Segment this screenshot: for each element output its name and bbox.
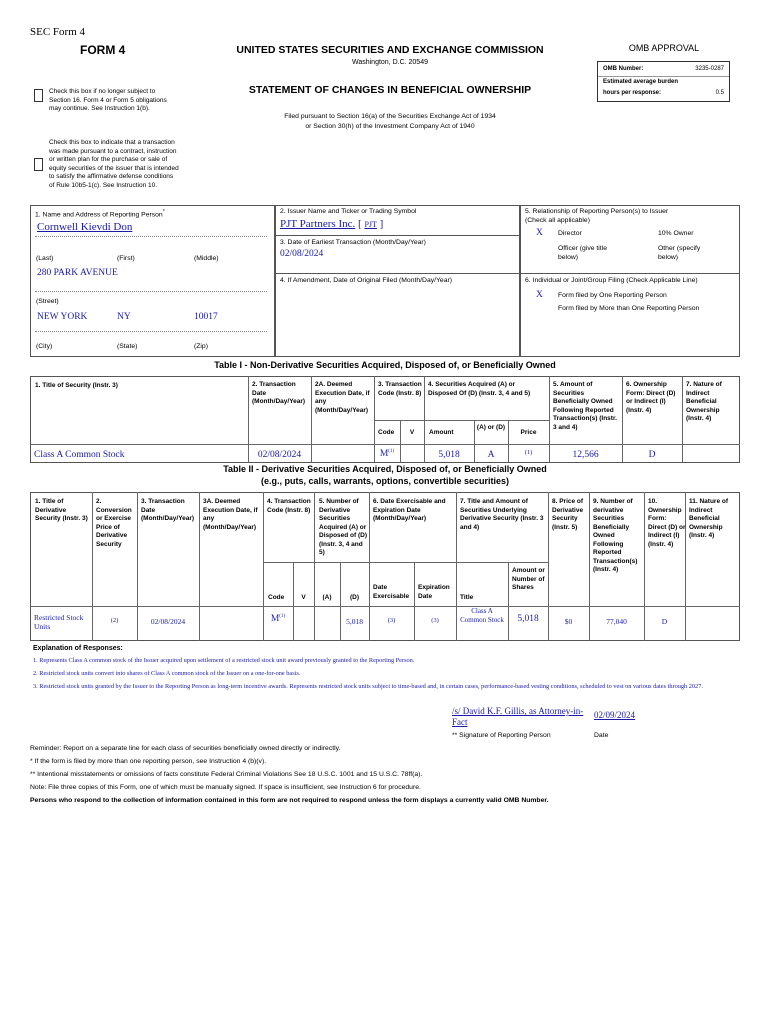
rule-10b5-1-checkbox[interactable]: [34, 158, 43, 171]
t2-row-conversion: (2): [110, 617, 119, 624]
t2-row-price: $0: [564, 617, 573, 626]
explanation-item-3: 3. Restricted stock units granted by the Issuer to the Reporting Person as long-term incentive awards. Represents restricted stock units subject to time-based and, in certain cases, performance-based vesting conditions, scheduled to vest on various dates through 2027.: [33, 683, 703, 690]
t1-row-ad: A: [487, 450, 495, 460]
omb-number-value: 3235-0287: [695, 66, 724, 72]
officer-label: Officer (give title below): [558, 245, 607, 261]
omb-notice: Persons who respond to the collection of information contained in this form are not required to respond unless the form displays a currently valid OMB Number.: [30, 797, 549, 804]
t2-row-date: 02/08/2024: [150, 617, 186, 626]
t1-sub-v: V: [409, 429, 415, 436]
signature-name: /s/ David K.F. Gillis, as Attorney-in-Fact: [452, 706, 584, 727]
t1-col-ownership-form: 6. Ownership Form: Direct (D) or Indirect (I) (Instr. 4): [626, 381, 676, 414]
omb-hours-label: hours per response:: [603, 90, 662, 96]
first-name-label: (First): [117, 255, 135, 262]
director-x-mark[interactable]: X: [536, 228, 543, 238]
city-label: (City): [36, 343, 53, 350]
t1-col-transaction-date: 2. Transaction Date (Month/Day/Year): [252, 381, 306, 405]
form-title: FORM 4: [80, 43, 126, 57]
reporting-person-name[interactable]: Cornwell Kievdi Don: [37, 221, 133, 233]
ten-pct-owner-label: 10% Owner: [658, 230, 694, 237]
relationship-sublabel: (Check all applicable): [525, 217, 590, 224]
t2-row-underlying-amount: 5,018: [517, 614, 539, 624]
t1-col-amount-owned: 5. Amount of Securities Beneficially Owned Following Reported Transaction(s) (Instr. 3 and 4): [553, 381, 617, 431]
t2-col-number-owned: 9. Number of derivative Securities Beneficially Owned Following Reported Transaction(s) (Instr. 4): [593, 498, 638, 573]
explanation-item-1: 1. Represents Class A common stock of the Issuer acquired upon settlement of a restricted stock unit award previously granted to the Reporting Person.: [33, 657, 415, 664]
last-name-label: (Last): [36, 255, 54, 262]
zip-label: (Zip): [194, 343, 208, 350]
city-value: NEW YORK: [37, 312, 88, 322]
t2-col-deemed-date: 3A. Deemed Execution Date, if any (Month/Day/Year): [203, 498, 258, 531]
omb-number-label: OMB Number:: [603, 66, 644, 72]
t2-sub-title: Title: [460, 594, 474, 601]
t2-row-code: $M^{(1)}$: [270, 614, 286, 625]
t1-row-code: $M^{(1)}$: [379, 449, 395, 460]
issuer-name-line: PJT Partners Inc. [ PJT ]: [280, 218, 384, 230]
omb-approval-title: OMB APPROVAL: [628, 43, 700, 53]
issuer-name-link[interactable]: PJT Partners Inc.: [280, 218, 356, 230]
t1-col-transaction-code: 3. Transaction Code (Instr. 8): [378, 381, 422, 397]
no-longer-subject-text: Check this box if no longer subject to Section 16. Form 4 or Form 5 obligations may continue. See Instruction 1(b).: [49, 88, 167, 112]
reminder-text: Reminder: Report on a separate line for each class of securities beneficially owned directly or indirectly.: [30, 745, 341, 752]
other-label: Other (specify below): [658, 245, 701, 261]
street-value: 280 PARK AVENUE: [37, 268, 118, 278]
relationship-label: 5. Relationship of Reporting Person(s) to Issuer: [525, 208, 669, 215]
table1-title: Table I - Non-Derivative Securities Acquired, Disposed of, or Beneficially Owned: [214, 360, 556, 370]
t2-sub-v: V: [301, 594, 306, 601]
t2-sub-expiration: Expiration Date: [418, 584, 450, 600]
one-person-x-mark[interactable]: X: [536, 290, 543, 300]
t2-row-exercisable: (3): [387, 617, 396, 624]
footnote-1: * If the form is filed by more than one reporting person, see Instruction 4 (b)(v).: [30, 758, 267, 765]
t2-sub-amount: Amount or Number of Shares: [512, 567, 545, 591]
t2-sub-a: (A): [322, 594, 332, 601]
omb-hours-value: 0.5: [715, 90, 724, 96]
issuer-ticker-link[interactable]: PJT: [364, 220, 377, 229]
earliest-transaction-label: 3. Date of Earliest Transaction (Month/Day/Year): [280, 239, 426, 246]
earliest-transaction-date: 02/08/2024: [280, 249, 324, 259]
rule-10b5-1-text: Check this box to indicate that a transaction was made pursuant to a contract, instruction or written plan for the purchase or sale of equity securities of the issuer that is intended to satisfy the affirmative defense conditions of Rule 10b5-1(c). See Instruction 10.: [49, 139, 179, 189]
explanation-title: Explanation of Responses:: [33, 645, 123, 652]
t1-col-securities-acquired: 4. Securities Acquired (A) or Disposed Of (D) (Instr. 3, 4 and 5): [428, 381, 531, 397]
t1-col-title: 1. Title of Security (Instr. 3): [35, 382, 118, 389]
omb-approval-box: [597, 61, 730, 102]
filed-pursuant-line1: Filed pursuant to Section 16(a) of the Securities Exchange Act of 1934: [284, 113, 496, 120]
filed-pursuant-line2: or Section 30(h) of the Investment Company Act of 1940: [305, 123, 475, 130]
t2-col-underlying: 7. Title and Amount of Securities Underlying Derivative Security (Instr. 3 and 4): [460, 498, 544, 531]
t1-col-deemed-date: 2A. Deemed Execution Date, if any (Month/Day/Year): [315, 381, 370, 414]
t1-sub-price: Price: [520, 429, 537, 436]
t2-col-ownership-form: 10. Ownership Form: Direct (D) or Indirect (I) (Instr. 4): [648, 498, 686, 548]
filing-type-label: 6. Individual or Joint/Group Filing (Check Applicable Line): [525, 277, 698, 284]
t2-sub-d: (D): [349, 594, 360, 601]
t2-col-nature: 11. Nature of Indirect Beneficial Ownership (Instr. 4): [689, 498, 729, 539]
t2-sub-code: Code: [268, 594, 285, 601]
t2-row-underlying-title: Class A Common Stock: [460, 607, 504, 624]
t2-col-transaction-date: 3. Transaction Date (Month/Day/Year): [141, 498, 195, 522]
t1-sub-code: Code: [378, 429, 395, 436]
t1-row-amount: 5,018: [438, 450, 460, 460]
one-person-label: Form filed by One Reporting Person: [558, 292, 667, 299]
middle-name-label: (Middle): [194, 255, 219, 262]
more-persons-label: Form filed by More than One Reporting Person: [558, 305, 700, 312]
issuer-label: 2. Issuer Name and Ticker or Trading Symbol: [280, 208, 417, 215]
t2-row-owned: 77,040: [606, 617, 627, 626]
no-longer-subject-checkbox[interactable]: [34, 89, 43, 102]
amendment-date-label: 4. If Amendment, Date of Original Filed (Month/Day/Year): [280, 277, 453, 284]
t1-row-price: (1): [524, 449, 533, 456]
table2-title: Table II - Derivative Securities Acquired, Disposed of, or Beneficially Owned: [223, 464, 547, 474]
omb-burden-label: Estimated average burden: [603, 79, 679, 85]
agency-location: Washington, D.C. 20549: [351, 59, 428, 66]
t2-col-number-derivative: 5. Number of Derivative Securities Acquired (A) or Disposed of (D) (Instr. 3, 4 and 5): [319, 498, 368, 556]
t2-row-form: D: [661, 617, 668, 626]
t2-col-title: 1. Title of Derivative Security (Instr. 3): [35, 498, 88, 522]
table2-subtitle: (e.g., puts, calls, warrants, options, convertible securities): [260, 476, 510, 486]
zip-value: 10017: [194, 312, 218, 322]
t1-row-form: D: [648, 450, 656, 460]
footnote-2: ** Intentional misstatements or omissions of facts constitute Federal Criminal Violations See 18 U.S.C. 1001 and 15 U.S.C. 78ff(a).: [30, 771, 423, 778]
t2-row-d-amount: 5,018: [346, 617, 363, 626]
t2-row-title: Restricted Stock Units: [34, 613, 84, 631]
t1-row-date: 02/08/2024: [257, 450, 302, 460]
agency-title: UNITED STATES SECURITIES AND EXCHANGE COMMISSION: [236, 44, 544, 56]
reporting-person-label: 1. Name and Address of Reporting Person*: [35, 209, 165, 219]
t1-col-nature: 7. Nature of Indirect Beneficial Ownership (Instr. 4): [686, 381, 722, 422]
signature-date-label: Date: [594, 732, 609, 739]
state-label: (State): [117, 343, 138, 350]
footnote-3: Note: File three copies of this Form, one of which must be manually signed. If space is insufficient, see Instruction 6 for procedure.: [30, 784, 421, 791]
t2-col-transaction-code: 4. Transaction Code (Instr. 8): [267, 498, 311, 514]
t2-row-expiration: (3): [431, 617, 439, 624]
t1-sub-ad: (A) or (D): [476, 424, 506, 431]
street-label: (Street): [36, 298, 59, 305]
statement-title: STATEMENT OF CHANGES IN BENEFICIAL OWNERSHIP: [248, 84, 532, 96]
t1-sub-amount: Amount: [429, 429, 454, 436]
t1-row-owned: 12,566: [572, 450, 599, 460]
signature-date: 02/09/2024: [594, 710, 636, 720]
state-value: NY: [117, 312, 131, 322]
director-label: Director: [558, 230, 582, 237]
signature-label: ** Signature of Reporting Person: [452, 732, 551, 739]
explanation-item-2: 2. Restricted stock units convert into shares of Class A common stock of the Issuer on a one-for-one basis.: [33, 670, 301, 677]
t2-sub-exercisable: Date Exercisable: [373, 584, 410, 600]
t2-col-price: 8. Price of Derivative Security (Instr. 5): [552, 498, 584, 531]
t2-col-date-exercisable: 6. Date Exercisable and Expiration Date (Month/Day/Year): [373, 498, 446, 522]
t1-row-title: Class A Common Stock: [34, 450, 125, 460]
sec-form-label: SEC Form 4: [30, 26, 86, 38]
t2-col-conversion: 2. Conversion or Exercise Price of Derivative Security: [96, 498, 132, 548]
